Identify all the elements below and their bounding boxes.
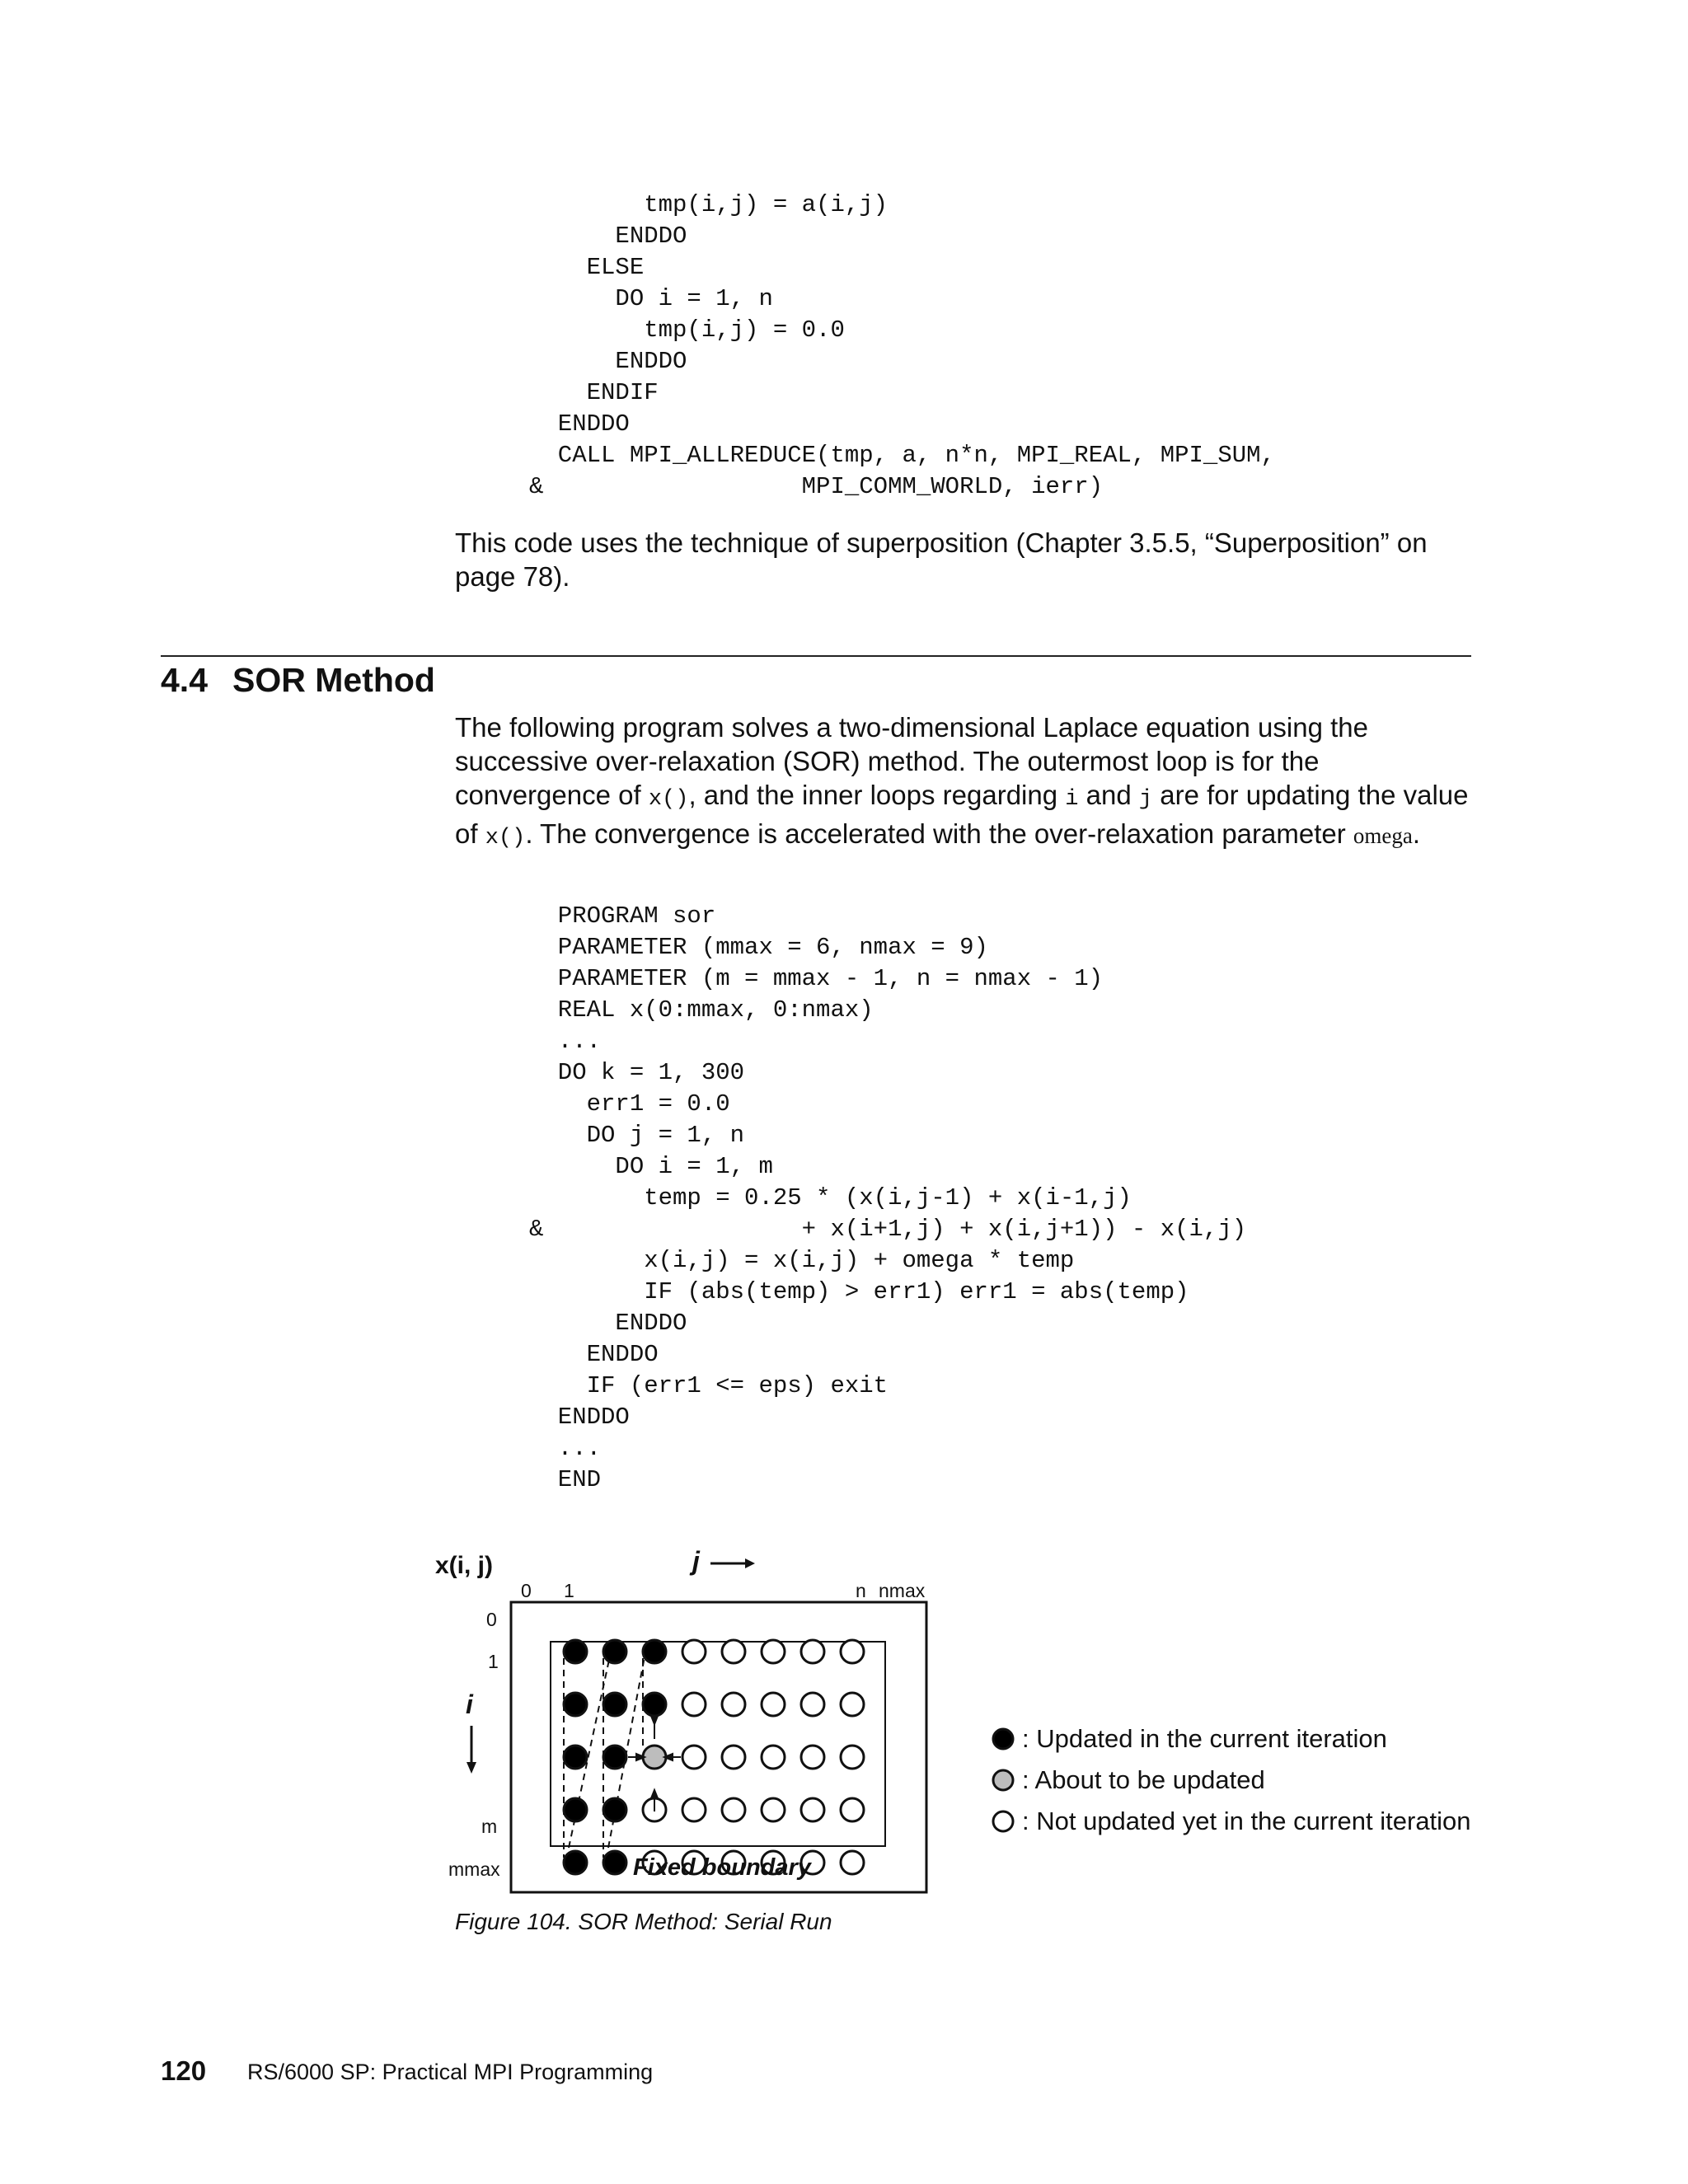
- code-line: PROGRAM sor: [529, 902, 716, 930]
- col-label-n: n: [856, 1580, 866, 1601]
- grid-node-updated: [564, 1746, 587, 1769]
- code-line: & + x(i+1,j) + x(i,j+1)) - x(i,j): [529, 1216, 1247, 1243]
- code-line: REAL x(0:mmax, 0:nmax): [529, 996, 874, 1024]
- array-label: x(i, j): [435, 1552, 494, 1579]
- code-line: DO i = 1, n: [529, 285, 773, 312]
- section-title: SOR Method: [232, 661, 435, 699]
- legend-text: : About to be updated: [1022, 1765, 1265, 1794]
- grid-node-pending: [682, 1693, 706, 1716]
- code-line: err1 = 0.0: [529, 1090, 730, 1118]
- row-label-1: 1: [488, 1651, 499, 1672]
- grid-node-updated: [603, 1693, 626, 1716]
- section-number: 4.4: [161, 661, 208, 699]
- legend-marker-current-icon: [989, 1766, 1017, 1794]
- grid-node-updated: [564, 1640, 587, 1663]
- code-line: ...: [529, 1028, 602, 1055]
- section-heading: [161, 659, 460, 701]
- paragraph-sor-intro: [455, 710, 1477, 855]
- grid-node-updated: [603, 1640, 626, 1663]
- section-rule: [161, 655, 1471, 657]
- code-line: tmp(i,j) = 0.0: [529, 316, 845, 344]
- grid-node-pending: [841, 1746, 864, 1769]
- legend-marker-updated-icon: [989, 1725, 1017, 1753]
- code-block-sor: [529, 901, 1246, 1496]
- col-label-1: 1: [564, 1580, 574, 1601]
- grid-node-updated: [564, 1693, 587, 1716]
- code-line: ENDDO: [529, 1404, 630, 1431]
- code-line: ENDDO: [529, 223, 687, 250]
- grid-node-pending: [841, 1851, 864, 1874]
- page-number: 120: [161, 2055, 207, 2086]
- running-footer: RS/6000 SP: Practical MPI Programming: [247, 2060, 654, 2084]
- inline-code: x(): [648, 787, 689, 812]
- text-run: are for updating the value of: [455, 780, 1469, 849]
- grid-node-pending: [722, 1746, 745, 1769]
- text-run: and: [1078, 780, 1139, 810]
- grid-node-pending: [841, 1693, 864, 1716]
- code-line: ...: [529, 1435, 602, 1462]
- grid-node-pending: [801, 1798, 824, 1821]
- row-label-mmax: mmax: [448, 1858, 500, 1880]
- grid-node-pending: [762, 1693, 785, 1716]
- text-run: . The convergence is accelerated with the over-relaxation parameter: [525, 818, 1353, 849]
- grid-node-updated: [564, 1798, 587, 1821]
- inline-code: j: [1138, 787, 1153, 812]
- legend-text: : Updated in the current iteration: [1022, 1724, 1387, 1753]
- grid-node-pending: [801, 1640, 824, 1663]
- grid-node-pending: [801, 1693, 824, 1716]
- grid-node-updated: [603, 1798, 626, 1821]
- grid-node-pending: [762, 1640, 785, 1663]
- code-line: IF (err1 <= eps) exit: [529, 1372, 889, 1399]
- grid-node-updated: [564, 1851, 587, 1874]
- inner-frame: [551, 1642, 885, 1846]
- arrow-down-icon: [463, 1724, 480, 1775]
- row-label-0: 0: [486, 1609, 497, 1630]
- code-line: ENDDO: [529, 1341, 659, 1368]
- grid-node-pending: [722, 1693, 745, 1716]
- text-run: The following program solves a two-dimensional Laplace equation using the successive over-relaxation (SOR) method. The outermost loop is for the convergence of: [455, 712, 1368, 810]
- code-line: & MPI_COMM_WORLD, ierr): [529, 473, 1104, 500]
- arrow-right-icon: [707, 1555, 757, 1572]
- boundary-label: Fixed boundary: [633, 1854, 811, 1881]
- grid-node-pending: [762, 1746, 785, 1769]
- legend-item-pending: [989, 1807, 1471, 1836]
- text-run: , and the inner loops regarding: [688, 780, 1066, 810]
- grid-node-pending: [682, 1798, 706, 1821]
- code-line: ENDDO: [529, 1310, 687, 1337]
- grid-node-pending: [722, 1798, 745, 1821]
- code-line: DO i = 1, m: [529, 1153, 773, 1180]
- code-line: x(i,j) = x(i,j) + omega * temp: [529, 1247, 1075, 1274]
- code-line: PARAMETER (m = mmax - 1, n = nmax - 1): [529, 965, 1104, 992]
- col-label-nmax: nmax: [879, 1580, 926, 1601]
- code-line: tmp(i,j) = a(i,j): [529, 191, 889, 218]
- code-line: PARAMETER (mmax = 6, nmax = 9): [529, 934, 988, 961]
- code-line: DO j = 1, n: [529, 1122, 745, 1149]
- grid-node-pending: [841, 1640, 864, 1663]
- figure-caption: Figure 104. SOR Method: Serial Run: [455, 1909, 832, 1934]
- code-block-top: [529, 190, 1275, 503]
- grid-node-pending: [801, 1746, 824, 1769]
- code-line: END: [529, 1466, 602, 1493]
- i-axis-label: i: [466, 1690, 473, 1719]
- legend-marker-pending-icon: [989, 1807, 1017, 1835]
- code-line: IF (abs(temp) > err1) err1 = abs(temp): [529, 1278, 1189, 1305]
- grid-node-updated: [643, 1693, 666, 1716]
- grid-node-pending: [722, 1640, 745, 1663]
- grid-node-updated: [603, 1746, 626, 1769]
- code-line: ENDDO: [529, 348, 687, 375]
- row-label-m: m: [481, 1816, 498, 1837]
- j-label-text: j: [692, 1546, 700, 1576]
- inline-code: x(): [485, 826, 526, 851]
- legend-item-updated: [989, 1724, 1387, 1754]
- inline-code: omega: [1353, 823, 1413, 848]
- grid-node-pending: [682, 1746, 706, 1769]
- code-line: DO k = 1, 300: [529, 1059, 745, 1086]
- code-line: CALL MPI_ALLREDUCE(tmp, a, n*n, MPI_REAL, MPI_SUM,: [529, 442, 1275, 469]
- legend-text: : Not updated yet in the current iteration: [1022, 1807, 1471, 1835]
- code-line: temp = 0.25 * (x(i,j-1) + x(i-1,j): [529, 1184, 1132, 1212]
- inline-code: i: [1065, 787, 1079, 812]
- code-line: ELSE: [529, 254, 645, 281]
- grid-node-pending: [841, 1798, 864, 1821]
- text-run: .: [1412, 818, 1421, 849]
- col-label-0: 0: [521, 1580, 532, 1601]
- j-axis-label: [692, 1546, 757, 1577]
- grid-node-pending: [762, 1798, 785, 1821]
- grid-node-pending: [682, 1640, 706, 1663]
- grid-nodes: [564, 1640, 864, 1874]
- legend-item-current: [989, 1765, 1265, 1795]
- paragraph-superposition: This code uses the technique of superposition (Chapter 3.5.5, “Superposition” on page 78).: [455, 527, 1428, 592]
- code-line: ENDIF: [529, 379, 659, 406]
- grid-node-updated: [603, 1851, 626, 1874]
- code-line: ENDDO: [529, 410, 630, 438]
- grid-diagram: [509, 1601, 930, 1896]
- grid-node-updated: [643, 1640, 666, 1663]
